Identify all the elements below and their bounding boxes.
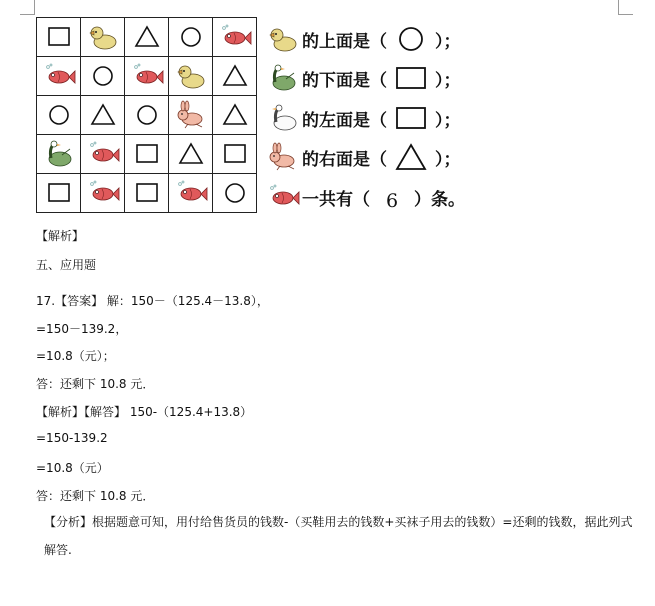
circle-icon	[125, 100, 168, 130]
grid-cell	[125, 96, 169, 135]
solution-label: 【解析】【解答】 150-（125.4+13.8）	[36, 405, 253, 419]
question-text-1: 的上面是（	[302, 31, 387, 52]
answer-triangle-icon	[393, 143, 429, 171]
grid-cell	[213, 18, 257, 57]
grid-cell	[213, 96, 257, 135]
fish-icon	[213, 22, 256, 52]
grid-cell	[125, 135, 169, 174]
step-2: =10.8（元）；	[36, 349, 115, 363]
triangle-icon	[169, 139, 212, 169]
fish-icon	[81, 139, 124, 169]
question-close-3: ）；	[435, 110, 461, 131]
grid-cell	[169, 96, 213, 135]
question-row-2	[266, 61, 461, 95]
q17-answer: 17.【答案】 解：150－（125.4－13.8），	[36, 294, 269, 308]
answer-square-icon	[393, 104, 429, 132]
grid-cell	[213, 57, 257, 96]
grid-row	[37, 174, 257, 213]
goose-white-icon	[266, 101, 300, 135]
picture-grid	[36, 17, 257, 213]
question-close-1: ）；	[435, 31, 461, 52]
circle-icon	[169, 22, 212, 52]
grid-cell	[81, 18, 125, 57]
grid-cell	[37, 96, 81, 135]
triangle-icon	[213, 61, 256, 91]
grid-cell	[37, 57, 81, 96]
grid-cell	[81, 96, 125, 135]
crop-mark-right	[618, 0, 633, 15]
step-4: =10.8（元）	[36, 461, 109, 475]
answer-circle-icon	[393, 25, 429, 53]
answer-count: 6	[385, 190, 399, 212]
step-3: =150-139.2	[36, 431, 108, 445]
grid-row	[37, 18, 257, 57]
question-row-3	[266, 101, 461, 135]
answer-square-icon	[393, 64, 429, 92]
reply-2: 答：还剩下 10.8 元．	[36, 489, 155, 503]
question-row-4	[266, 140, 461, 174]
goose-icon	[266, 61, 300, 95]
question-text-4: 的右面是（	[302, 149, 387, 170]
fish-icon	[266, 180, 300, 214]
square-icon	[213, 139, 256, 169]
grid-cell	[37, 135, 81, 174]
rabbit-icon	[169, 100, 212, 130]
question-text-5: 一共有（	[302, 189, 370, 210]
square-icon	[125, 178, 168, 208]
analysis-paragraph: 【分析】根据题意可知，用付给售货员的钱数-（买鞋用去的钱数+买袜子用去的钱数）=还剩的钱数，据此列式解答.	[44, 515, 633, 557]
duck-icon	[81, 22, 124, 52]
grid-row	[37, 96, 257, 135]
grid-cell	[125, 57, 169, 96]
question-text-2: 的下面是（	[302, 70, 387, 91]
section-title: 五、应用题	[36, 258, 97, 272]
analysis-label: 【解析】	[36, 229, 85, 243]
grid-cell	[37, 18, 81, 57]
grid-cell	[169, 57, 213, 96]
square-icon	[125, 139, 168, 169]
rabbit-icon	[266, 140, 300, 174]
grid-cell	[81, 57, 125, 96]
question-row-5	[266, 180, 465, 214]
square-icon	[37, 178, 80, 208]
circle-icon	[81, 61, 124, 91]
grid-cell	[125, 174, 169, 213]
grid-cell	[81, 135, 125, 174]
fish-icon	[81, 178, 124, 208]
triangle-icon	[125, 22, 168, 52]
triangle-icon	[81, 100, 124, 130]
circle-icon	[213, 178, 256, 208]
step-1: =150－139.2，	[36, 322, 128, 336]
question-close-2: ）；	[435, 70, 461, 91]
fish-icon	[169, 178, 212, 208]
question-close-5: ）条。	[414, 189, 465, 210]
grid-cell	[169, 18, 213, 57]
grid-cell	[125, 18, 169, 57]
square-icon	[37, 22, 80, 52]
question-close-4: ）；	[435, 149, 461, 170]
grid-cell	[213, 174, 257, 213]
question-row-1	[266, 22, 461, 56]
question-text-3: 的左面是（	[302, 110, 387, 131]
crop-mark-left	[20, 0, 35, 15]
grid-row	[37, 57, 257, 96]
triangle-icon	[213, 100, 256, 130]
duck-icon	[169, 61, 212, 91]
circle-icon	[37, 100, 80, 130]
fish-icon	[125, 61, 168, 91]
grid-cell	[169, 174, 213, 213]
grid-cell	[169, 135, 213, 174]
duck-icon	[266, 22, 300, 56]
fish-icon	[37, 61, 80, 91]
reply-1: 答：还剩下 10.8 元．	[36, 377, 155, 391]
goose-icon	[37, 139, 80, 169]
grid-cell	[37, 174, 81, 213]
grid-row	[37, 135, 257, 174]
grid-cell	[213, 135, 257, 174]
grid-cell	[81, 174, 125, 213]
